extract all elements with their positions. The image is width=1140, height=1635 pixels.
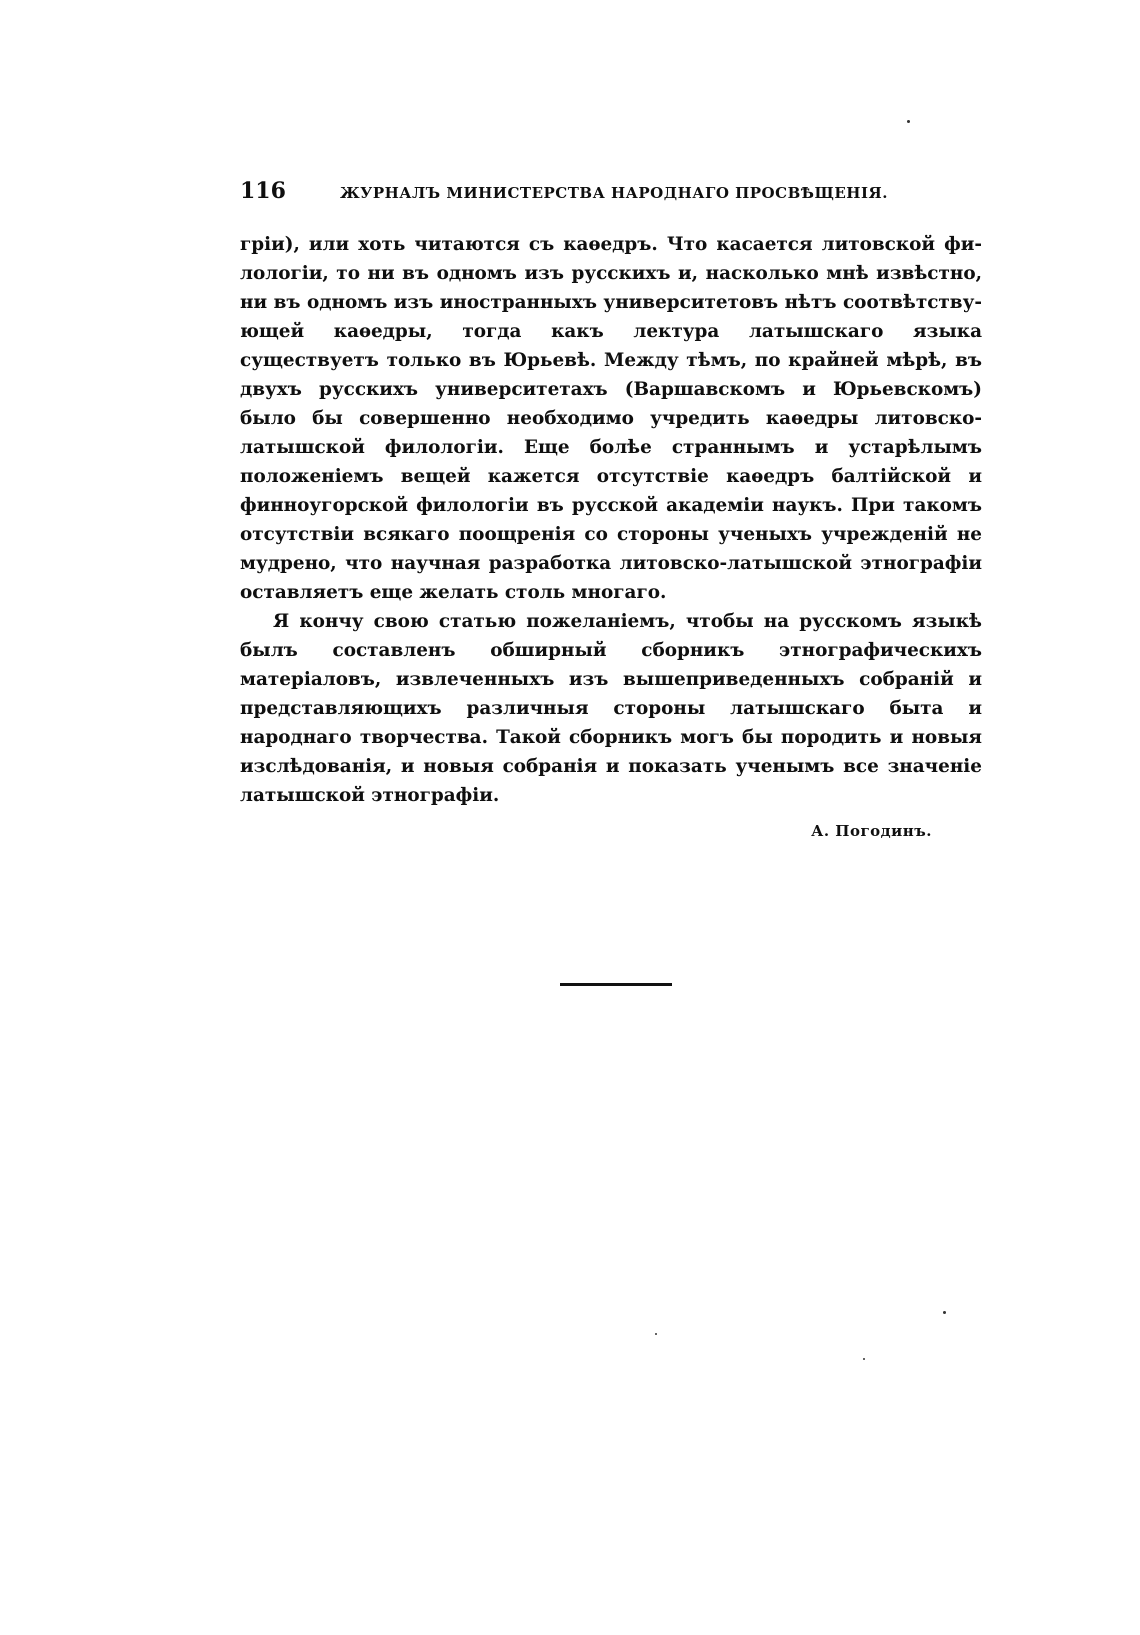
end-rule-divider	[560, 983, 672, 986]
journal-title: ЖУРНАЛЪ МИНИСТЕРСТВА НАРОДНАГО ПРОСВѢЩЕНІЯ.	[340, 184, 888, 202]
scan-speck	[655, 1333, 657, 1335]
paragraph-1: гріи), или хоть читаются съ каѳедръ. Что касается литовской филологіи, то ни въ одномъ изъ русскихъ и, насколько мнѣ извѣстно, ни въ одномъ изъ иностранныхъ университетовъ нѣтъ соотвѣтствующей каѳедры, тогда какъ лектура латышскаго языка существуетъ только въ Юрьевѣ. Между тѣмъ, по крайней мѣрѣ, въ двухъ русскихъ университетахъ (Варшавскомъ и Юрьевскомъ) было бы совершенно необходимо учредить каѳедры литовско-латышской филологіи. Еще болѣе страннымъ и устарѣлымъ положеніемъ вещей кажется отсутствіе каѳедръ балтійской и финноугорской филологіи въ русской академіи наукъ. При такомъ отсутствіи всякаго поощренія со стороны ученыхъ учрежденій не мудрено, что научная разработка литовско-латышской этнографіи оставляетъ еще желать столь многаго.	[240, 234, 982, 603]
scan-speck	[863, 1358, 865, 1360]
article-body	[240, 230, 982, 810]
paragraph-2: Я кончу свою статью пожеланіемъ, чтобы на русскомъ языкѣ былъ составленъ обширный сборникъ этнографическихъ матеріаловъ, извлеченныхъ изъ вышеприведенныхъ собраній и представляющихъ различныя стороны латышскаго быта и народнаго творчества. Такой сборникъ могъ бы породить и новыя изслѣдованія, и новыя собранія и показать ученымъ все значеніе латышской этнографіи.	[240, 611, 982, 806]
author-signature: А. Погодинъ.	[811, 822, 932, 840]
page-number: 116	[240, 178, 286, 204]
scan-speck	[943, 1311, 946, 1314]
scan-speck	[907, 120, 910, 123]
running-head	[240, 178, 982, 208]
page-content	[240, 178, 982, 840]
